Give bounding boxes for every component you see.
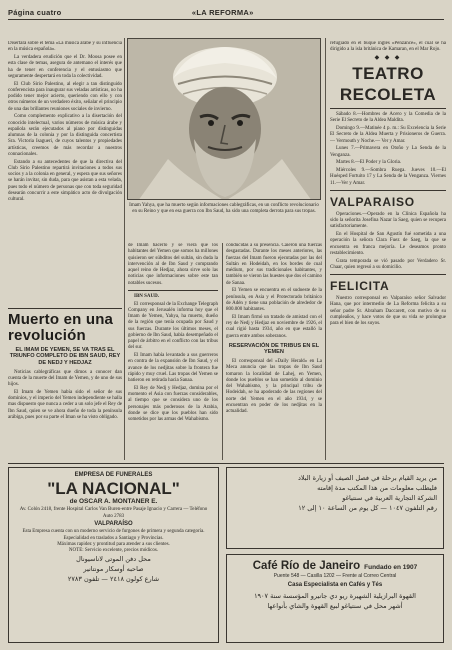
article-paragraph: El Yemen se encuentra en el sudoeste de la península, en Asia y el Protectorado británico de Adén y tiene una población de alrededor de 800.000 habitantes.	[226, 288, 322, 312]
ad-arabic-line: صاحبه أوسكار مونتانير	[83, 565, 144, 574]
ad-arabic-line: الشركة التجارية العربية في سنتياغو	[342, 494, 437, 503]
funeral-home-ad	[8, 467, 219, 643]
divider	[330, 274, 446, 275]
ad-arabic-line: أشهر محل في سنتياغو لبيع القهوة والشاي بأنواعها	[267, 602, 403, 611]
ad-owner: de OSCAR A. MONTANER E.	[69, 498, 158, 506]
valparaiso-heading: VALPARAISO	[330, 194, 415, 209]
column-3	[226, 243, 322, 460]
ad-arabic-line: شارع كولون ٢٤١٨ — تلفون ٢٧٨٣	[67, 575, 160, 584]
article-paragraph: Nuestro corresponsal en Valparaíso señor Salvador Hana, que por intermedio de La Reforma felicita a su señor padre Sr. Abraham Daccarett, con motivo de su cumpleaños, y hace votos de que su vida se prolongue para el bien de los suyos.	[330, 296, 446, 326]
article-paragraph: de Imam hacerlo y se viera que los habitantes del Yemen que somos ha millones quisieron ser súbditos del sultán, sin duda la intervención al de Ibn Saud y comprando aquel reino de Hedjaz, ahora sirve solo las noticias que informaciones sobre este tan notables sucesos.	[128, 243, 218, 286]
ad-arabic-line: من يريد القيام برحلة في فصل الصيف أو زيارة البلاد	[298, 474, 437, 482]
divider	[330, 108, 446, 109]
divider	[8, 308, 122, 309]
ad-arabic-line: القهوة البرازيلية الشهيرة ريو دي جانيرو المؤسسة سنة ١٩٠٧	[254, 592, 416, 601]
article-paragraph: Operaciones.—Operado en la Clínica Española ha sido la señorita Josefina Nazar la Saeg, quien se recupera satisfactoriamente.	[330, 211, 446, 230]
column-1-headline-article	[8, 305, 122, 460]
portrait-photo	[127, 38, 321, 200]
cafe-name: Café Río de Janeiro	[252, 560, 361, 572]
cafe-founded: Fundado en 1907	[364, 564, 418, 571]
photo-caption: Imam Yahya, que ha muerto según informaciones cablegráficas, en un conflicto revolucionario en su Reino y que en esa guerra con Ibn Saud, ha sido una completa derrota para sus tropas.	[129, 203, 319, 215]
article-paragraph: Noticias cablegráficas que dimos a conocer dan cuenta de la muerte del Imam de Yemen, y de uno de sus hijos.	[8, 369, 122, 388]
ad-address: Av. Colón 2418, frente Hospital Carlos Van Buren-entre Pasaje Ignacio y Carrera — Teléfono Auto 2783	[19, 507, 208, 519]
article-paragraph: conducidas a su presencia. Caíeron una fuerzas desgastadas. Durante los meses anteriores, las fuerzas del Imam fueron ejecutadas por las del Sultán en Hodeidah, en los bordes de cual médium, por sus tradicionales habitantes, y también se vieron las huestes que dos el camino de Sanaa.	[226, 243, 322, 286]
article-paragraph: El Imam de Yemen había sido el señor de sus dominios, y el imperio del Yemen independiente se halla mas dispuesto que nunca a ceder a un solo jefe el Rey de Ibn Saud, quien se ve ahora dueño de toda la península arábiga, pues por su parte el Iman se ha visto obligado.	[8, 389, 122, 420]
ornament-divider: ◆ ◆ ◆	[374, 55, 402, 61]
headline: Muerto en una revolución	[8, 311, 114, 344]
newspaper-name: «LA REFORMA»	[191, 7, 254, 17]
theater-heading: TEATRO RECOLETA	[339, 63, 437, 104]
ad-line: Especialidad en traslados a Santiago y Provincias.	[63, 535, 164, 541]
article-paragraph: La verdadera erudición que el Dr. Moosa posee en esta clase de temas, asegura de antemano el interés que ha de tener en conferencia y el entusiasmo que seguramente despertará en toda la colectividad.	[8, 55, 122, 79]
column-1-top	[8, 41, 122, 303]
article-paragraph: En el Hospital de San Agustín fué sometida a una operación la señora Clara Fuez de Saeg, la que se encuentra en franca mejoría. Le deseamos pronto restablecimiento.	[330, 232, 446, 256]
article-paragraph: El Club Sirio Palestino, al elegir a tan distinguido conferencista para inaugurar sus veladas artísticas, no ha podido tener mejor acierto, queriendo con ello y con otros números de un verdadero éxito, señalar el principio de una das brillantes reuniones sociales de invierno.	[8, 81, 122, 112]
arabic-notice-ad	[226, 467, 444, 549]
ad-arabic-line: رقم التلفون ١٠٤٧ — كل يوم من الساعة ١٠ إلى ١٢	[298, 504, 437, 513]
article-paragraph: El corresponsal de la Exchange Telegraph Company en Jerusalén informa hoy que el Imam de Yemen, Yahya, ha muerto, dueño de la región que tenía ocupada por Saud y sus fuerzas. Durante los últimos meses, el gobierno de Ibn Saud, había desempeñado el papel de árbitro en el conflicto con las tribus del sur.	[128, 301, 218, 351]
column-divider	[222, 243, 223, 460]
turbaned-man-image	[128, 39, 321, 200]
running-head	[8, 4, 444, 20]
page-number-label: Página cuatro	[8, 7, 62, 17]
cafe-address: Puente 548 — Casilla 1202 — Frente al Correo Central	[273, 573, 397, 580]
article-paragraph: Grata temporada se vió pasado por Verdadero Sr. Chaar, quien regresó a su domicilio.	[330, 258, 446, 270]
cafe-ad	[226, 554, 444, 643]
divider	[128, 290, 218, 291]
column-4	[330, 41, 446, 460]
ad-arabic-line: فليطلب معلومات من هذا المكتب مدة إقامته	[317, 484, 437, 493]
ad-line: NOTE: Servicio excelente, precios módicos.	[68, 548, 159, 554]
felicita-heading: FELICITA	[330, 279, 390, 293]
ad-line: Esta Empresa cuenta con un moderno servicio de furgones de primera y segunda categoría.	[22, 529, 205, 535]
cafe-tagline: Casa Especialista en Cafés y Tés	[287, 581, 383, 588]
article-paragraph: El corresponsal del «Daily Herald» en La Meca anuncia que las tropas de Ibn Saud tomaron la localidad de Lahej, en Yemen, donde los pueblos se han sometido al dominio del Wahabismo, y la principal tribu de Hodeidah, se ha apoderado de las regiones del norte del Yemen en el año 1934, y se encuentran en poder de los nedjitas en la actualidad.	[226, 359, 322, 415]
column-divider	[124, 38, 125, 460]
article-paragraph: Disertará sobre el tema «La música árabe y su influencia en la música española».	[8, 41, 122, 53]
article-paragraph: El Rey de Nedj y Hedjaz, domina por el momento el Asia con fuerzas considerables, al tiempo que se considera uno de los personajes más poderosos de la Arabia, donde se dice que los pueblos han sido sometidos por las armas del Wahabismo.	[128, 385, 218, 422]
listing-paragraph: Domingo 9.—Matinée 4 p. m.: Su Excelencia la Serie El Secreto de la Aldea Muerta y Prisioneros de Guerra. — Vermouth y Noche.— Ver y Amar.	[330, 126, 446, 144]
listing-paragraph: Martes 8.—El Poder y la Gloria.	[336, 160, 402, 166]
article-paragraph: Como complemento explicativo a la disertación del conocido intelectual, varios números de música árabe y española serán ejecutados al piano por distinguidas alumnas de la colonia y por la distinguida concertista Sra. Victoria Isagueri, de cuyos talentos y propiedades artísticas, creemos de más recordar a nuestros connacionales.	[8, 114, 122, 157]
section-label: IBN SAUD.	[134, 293, 160, 299]
article-paragraph: refugiado en el buque inglés «Penzance», el cual se ha dirigido a la isla británica de Kamaran, en el Mar Rojo.	[330, 41, 446, 53]
section-divider	[8, 463, 444, 464]
article-paragraph: Estando a su antecedentes de que la directiva del Club Sirio Palestino repartirá invitaciones a todos sus socios y a la colonia en general, y espera que sus señores se harán invitar, sin duda, para que asistan a esta velada, pues todo el número de personas que con toda seguridad desearán concurrir a este simpático acto de divulgación cultural.	[8, 159, 122, 202]
ad-business-name: "LA NACIONAL"	[47, 478, 180, 498]
ad-kicker: EMPRESA DE FUNERALES	[74, 472, 153, 478]
subheadline: EL IMAM DE YEMEN, SE VA TRAS EL TRIUNFO COMPLETO DE IBN SAUD, REY DE NEDJ Y HEDJAZ	[9, 346, 121, 366]
subheadline: RESERVACIÓN DE TRIBUS EN EL YEMEN	[228, 342, 320, 356]
article-paragraph: El Imam había levantado a sus guerreros en contra de la expansión de Ibn Saud, y el avance de los nedjitas sobre la frontera fue rápido y muy cruel. Las tropas del Yemen se batieron en retirada hacia Sanaa.	[128, 353, 218, 383]
ad-line: Máximas rapidez y prontitud para atender a sus clientes.	[57, 541, 170, 547]
ad-arabic-line: محل دفن الموتى لاناسيونال	[76, 555, 151, 564]
column-divider	[325, 38, 326, 460]
article-paragraph: El Imam firmó un tratado de amistad con el rey de Nedj y Hedjaz en noviembre de 1926, el cual rigió hasta 1934, año en que estalló la guerra entre ambos soberanos.	[226, 314, 322, 339]
listing-paragraph: Miércoles 9.—Sombra Ruega. Jueves 10.—El Huésped Fortuito 17 y La Senda de la Venganza. Viernes 11.—Ver y Amar.	[330, 168, 446, 186]
divider	[330, 190, 446, 191]
ad-city: VALPARAÍSO	[94, 520, 133, 527]
listing-paragraph: Sábado 8.—Hombres de Acero y la Comedia de la Serie El Secreto de la Aldea Maldita.	[330, 112, 446, 124]
listing-paragraph: Lunes 7.—Primavera en Otoño y La Senda de la Venganza.	[330, 146, 446, 158]
column-2	[128, 243, 218, 460]
